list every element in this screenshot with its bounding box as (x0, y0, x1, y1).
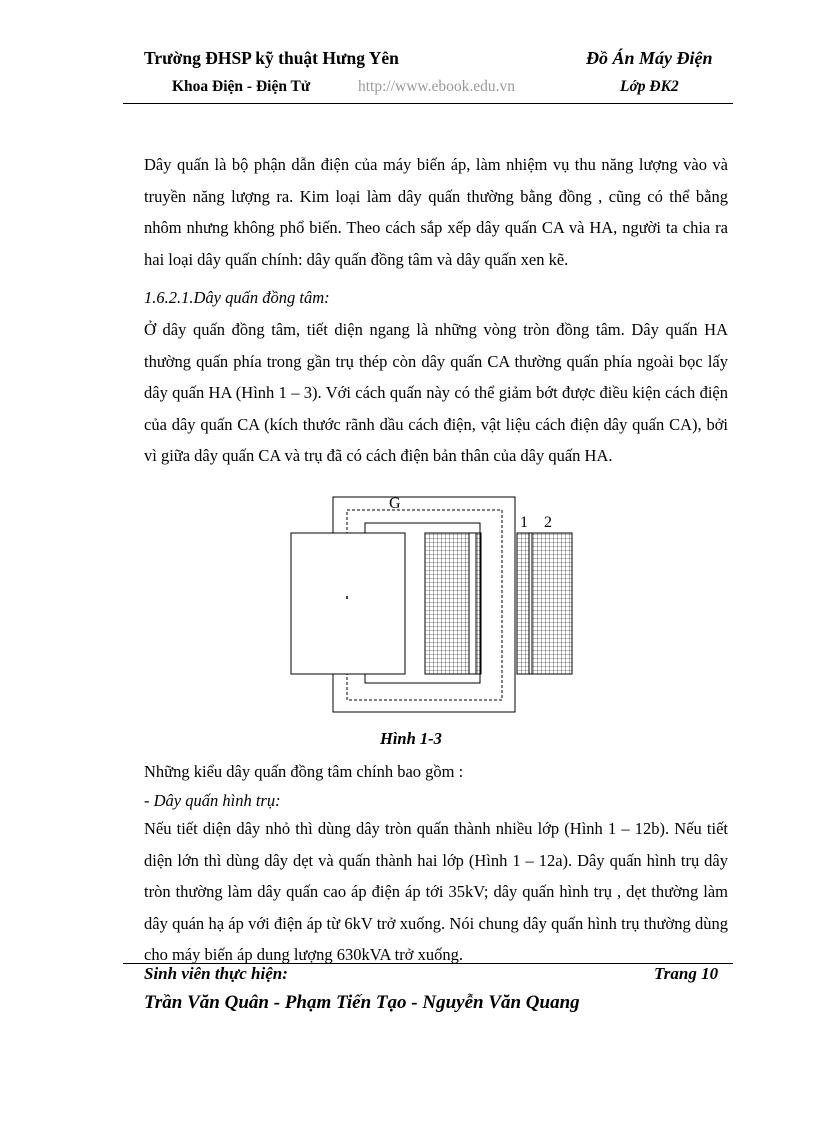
footer-students: Trần Văn Quân - Phạm Tiến Tạo - Nguyễn Văn Quang (144, 992, 580, 1013)
intro-text: Dây quấn là bộ phận dẫn điện của máy biến áp, làm nhiệm vụ thu năng lượng vào và truyền năng lượng ra. Kim loại làm dây quấn thường bằng đồng , cũng có thể bằng nhôm nhưng không phổ biến. Theo cách sắp xếp dây quấn CA và HA, người ta chia ra hai loại dây quấn chính: dây quấn đồng tâm và dây quấn xen kẽ. (144, 155, 728, 269)
header-rule (123, 103, 733, 104)
concentric-text: Ở dây quấn đồng tâm, tiết diện ngang là những vòng tròn đồng tâm. Dây quấn HA thường quấn phía trong gần trụ thép còn dây quấn CA thường quấn phía ngoài bọc lấy dây quấn HA (Hình 1 – 3). Với cách quấn này có thể giảm bớt được điều kiện cách điện của dây quấn CA (kích thước rãnh dầu cách điện, vật liệu cách điện dây quấn CA), bởi vì giữa dây quấn CA và trụ đã có cách điện bản thân của dây quấn HA. (144, 320, 728, 465)
concentric-paragraph (144, 314, 728, 472)
winding-gap (469, 533, 476, 674)
label-2: 2 (544, 514, 552, 531)
label-1: 1 (520, 514, 528, 531)
winding-ha-inner (425, 533, 470, 674)
header-school: Trường ĐHSP kỹ thuật Hưng Yên (144, 48, 399, 68)
winding-2 (532, 533, 572, 674)
cylinder-text: Nếu tiết diện dây nhỏ thì dùng dây tròn quấn thành nhiều lớp (Hình 1 – 12b). Nếu tiết diện lớn thì dùng dây dẹt và quấn thành hai lớp (Hình 1 – 12a). Dây quấn hình trụ dây tròn thường làm dây quấn cao áp điện áp tới 35kV; dây quấn hình trụ , dẹt thường làm dây quán hạ áp với điện áp từ 6kV trở xuống. Nói chung dây quấn hình trụ thường dùng cho máy biến áp dung lượng 630kVA trở xuống. (144, 819, 728, 964)
cylinder-paragraph (144, 813, 728, 971)
section-heading: 1.6.2.1.Dây quấn đồng tâm: (144, 288, 330, 307)
header-faculty: Khoa Điện - Điện Tử (172, 78, 311, 95)
transformer-winding-diagram (285, 490, 585, 720)
label-g: G (389, 495, 401, 512)
header-class: Lớp ĐK2 (620, 78, 679, 95)
winding-1 (517, 533, 529, 674)
intro-paragraph (144, 149, 728, 275)
header-website-link[interactable]: http://www.ebook.edu.vn (358, 78, 515, 95)
cylinder-heading: - Dây quấn hình trụ: (144, 791, 281, 810)
types-intro: Những kiểu dây quấn đồng tâm chính bao gồm : (144, 762, 464, 781)
footer-performer-label: Sinh viên thực hiện: (144, 964, 288, 983)
header-project: Đồ Án Máy Điện (586, 48, 713, 68)
footer-page-number: Trang 10 (654, 964, 719, 983)
core-limb (291, 533, 405, 674)
figure-caption: Hình 1-3 (380, 729, 442, 748)
